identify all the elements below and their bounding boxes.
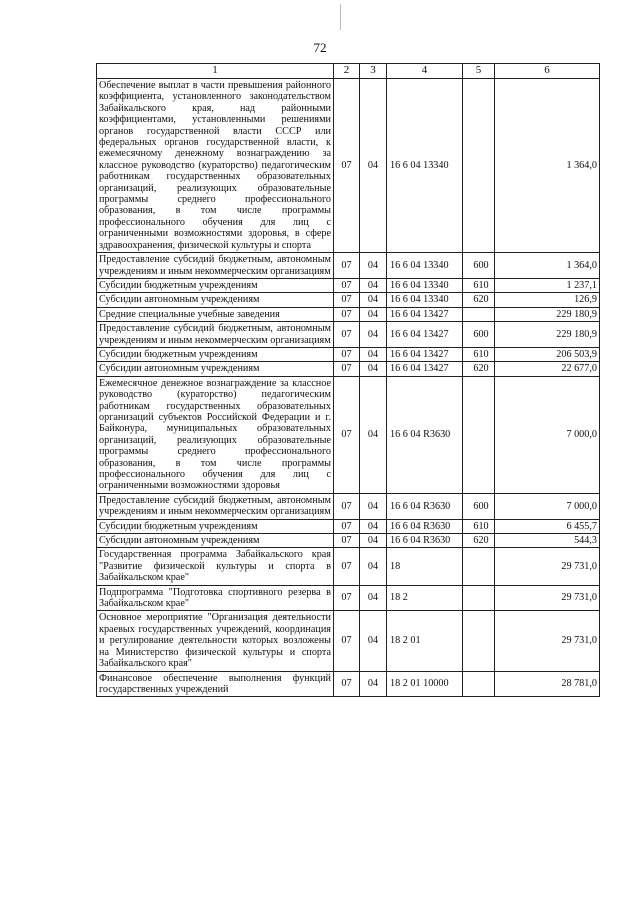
table-row: [97, 347, 600, 361]
row-section-cell: 07: [334, 534, 360, 548]
row-amount-cell: 1 364,0: [495, 79, 600, 253]
table-row: [97, 611, 600, 671]
row-target-article-cell: 16 6 04 R3630: [387, 519, 463, 533]
row-subsection-cell: 04: [360, 79, 387, 253]
table-row: [97, 79, 600, 253]
row-subsection-cell: 04: [360, 611, 387, 671]
page-number: 72: [313, 40, 327, 55]
row-section-cell: 07: [334, 79, 360, 253]
row-name-cell: Предоставление субсидий бюджетным, автономным учреждениям и иным некоммерческим организациям: [97, 493, 334, 519]
row-target-article-cell: 16 6 04 R3630: [387, 376, 463, 493]
row-name-cell: Основное мероприятие "Организация деятельности краевых государственных учреждений, координация и регулирование деятельности которых возложены на Министерство физической культуры и спорта Забайкальского края": [97, 611, 334, 671]
row-target-article-cell: 18 2 01: [387, 611, 463, 671]
table-row: [97, 519, 600, 533]
row-target-article-cell: 16 6 04 13340: [387, 293, 463, 307]
row-amount-cell: 7 000,0: [495, 493, 600, 519]
row-section-cell: 07: [334, 278, 360, 292]
column-header: 1: [97, 64, 334, 79]
row-subsection-cell: 04: [360, 493, 387, 519]
row-subsection-cell: 04: [360, 322, 387, 348]
row-section-cell: 07: [334, 293, 360, 307]
row-subsection-cell: 04: [360, 671, 387, 697]
row-name-cell: Предоставление субсидий бюджетным, автономным учреждениям и иным некоммерческим организациям: [97, 322, 334, 348]
row-subsection-cell: 04: [360, 534, 387, 548]
row-expense-type-cell: 610: [463, 278, 495, 292]
row-target-article-cell: 16 6 04 13340: [387, 278, 463, 292]
row-expense-type-cell: 620: [463, 293, 495, 307]
row-section-cell: 07: [334, 376, 360, 493]
row-amount-cell: 28 781,0: [495, 671, 600, 697]
table-row: [97, 548, 600, 585]
row-section-cell: 07: [334, 322, 360, 348]
budget-table: [96, 63, 600, 697]
row-name-cell: Государственная программа Забайкальского края "Развитие физической культуры и спорта в Забайкальском крае": [97, 548, 334, 585]
table-row: [97, 322, 600, 348]
row-subsection-cell: 04: [360, 307, 387, 321]
table-row: [97, 293, 600, 307]
row-expense-type-cell: [463, 548, 495, 585]
row-target-article-cell: 16 6 04 13427: [387, 322, 463, 348]
row-target-article-cell: 16 6 04 13340: [387, 79, 463, 253]
table-row: [97, 362, 600, 376]
row-name-cell: Субсидии автономным учреждениям: [97, 534, 334, 548]
row-subsection-cell: 04: [360, 253, 387, 279]
row-name-cell: Субсидии бюджетным учреждениям: [97, 347, 334, 361]
row-amount-cell: 7 000,0: [495, 376, 600, 493]
row-amount-cell: 1 364,0: [495, 253, 600, 279]
row-target-article-cell: 16 6 04 13427: [387, 362, 463, 376]
row-amount-cell: 206 503,9: [495, 347, 600, 361]
row-expense-type-cell: 620: [463, 534, 495, 548]
row-expense-type-cell: [463, 79, 495, 253]
column-header: 3: [360, 64, 387, 79]
row-subsection-cell: 04: [360, 585, 387, 611]
row-amount-cell: 29 731,0: [495, 548, 600, 585]
row-expense-type-cell: [463, 585, 495, 611]
row-subsection-cell: 04: [360, 548, 387, 585]
table-body: [97, 79, 600, 697]
row-amount-cell: 1 237,1: [495, 278, 600, 292]
row-name-cell: Субсидии автономным учреждениям: [97, 293, 334, 307]
row-target-article-cell: 18 2: [387, 585, 463, 611]
table-row: [97, 671, 600, 697]
row-name-cell: Субсидии бюджетным учреждениям: [97, 278, 334, 292]
row-amount-cell: 229 180,9: [495, 322, 600, 348]
table-row: [97, 493, 600, 519]
row-expense-type-cell: 610: [463, 347, 495, 361]
row-target-article-cell: 16 6 04 13427: [387, 307, 463, 321]
row-target-article-cell: 16 6 04 13427: [387, 347, 463, 361]
table-row: [97, 253, 600, 279]
row-name-cell: Предоставление субсидий бюджетным, автономным учреждениям и иным некоммерческим организациям: [97, 253, 334, 279]
table-header-row: [97, 64, 600, 79]
row-target-article-cell: 16 6 04 13340: [387, 253, 463, 279]
row-name-cell: Средние специальные учебные заведения: [97, 307, 334, 321]
row-section-cell: 07: [334, 253, 360, 279]
row-expense-type-cell: [463, 611, 495, 671]
table-row: [97, 376, 600, 493]
row-section-cell: 07: [334, 671, 360, 697]
table-row: [97, 534, 600, 548]
row-name-cell: Субсидии автономным учреждениям: [97, 362, 334, 376]
row-name-cell: Подпрограмма "Подготовка спортивного резерва в Забайкальском крае": [97, 585, 334, 611]
row-amount-cell: 126,9: [495, 293, 600, 307]
row-name-cell: Ежемесячное денежное вознаграждение за классное руководство (кураторство) педагогическим работникам государственных образовательных организаций субъектов Российской Федерации и г. Байконура, муниципальных образовательных организаций, реализующих образовательные программы среднего профессионального образования, в том числе программы профессионального обучения для лиц с ограниченными возможностями здоровья: [97, 376, 334, 493]
row-amount-cell: 29 731,0: [495, 585, 600, 611]
column-header: 4: [387, 64, 463, 79]
row-expense-type-cell: 610: [463, 519, 495, 533]
row-subsection-cell: 04: [360, 376, 387, 493]
row-section-cell: 07: [334, 611, 360, 671]
row-amount-cell: 22 677,0: [495, 362, 600, 376]
row-name-cell: Финансовое обеспечение выполнения функций государственных учреждений: [97, 671, 334, 697]
row-section-cell: 07: [334, 585, 360, 611]
table-row: [97, 307, 600, 321]
row-section-cell: 07: [334, 307, 360, 321]
column-header: 5: [463, 64, 495, 79]
row-section-cell: 07: [334, 519, 360, 533]
row-expense-type-cell: [463, 376, 495, 493]
row-expense-type-cell: 600: [463, 493, 495, 519]
row-target-article-cell: 18 2 01 10000: [387, 671, 463, 697]
row-section-cell: 07: [334, 493, 360, 519]
row-target-article-cell: 16 6 04 R3630: [387, 493, 463, 519]
row-subsection-cell: 04: [360, 362, 387, 376]
row-expense-type-cell: [463, 671, 495, 697]
table-row: [97, 585, 600, 611]
row-name-cell: Субсидии бюджетным учреждениям: [97, 519, 334, 533]
row-target-article-cell: 16 6 04 R3630: [387, 534, 463, 548]
row-subsection-cell: 04: [360, 347, 387, 361]
row-amount-cell: 544,3: [495, 534, 600, 548]
column-header: 6: [495, 64, 600, 79]
scan-artifact-line: [340, 4, 341, 30]
row-subsection-cell: 04: [360, 519, 387, 533]
row-section-cell: 07: [334, 347, 360, 361]
row-subsection-cell: 04: [360, 278, 387, 292]
table-row: [97, 278, 600, 292]
row-name-cell: Обеспечение выплат в части превышения районного коэффициента, установленного законодательством Забайкальского края, над районными коэффициентами, установленными решениями органов государственной власти СССР или федеральных органов государственной власти, к ежемесячному денежному вознаграждению за классное руководство (кураторство) педагогическим работникам государственных образовательных организаций, реализующих образовательные программы среднего профессионального образования, в том числе программы профессионального обучения для лиц с ограниченными возможностями здоровья, в сфере здравоохранения, физической культуры и спорта: [97, 79, 334, 253]
row-section-cell: 07: [334, 362, 360, 376]
row-target-article-cell: 18: [387, 548, 463, 585]
row-amount-cell: 229 180,9: [495, 307, 600, 321]
row-amount-cell: 6 455,7: [495, 519, 600, 533]
row-expense-type-cell: 600: [463, 253, 495, 279]
row-section-cell: 07: [334, 548, 360, 585]
row-expense-type-cell: 620: [463, 362, 495, 376]
row-amount-cell: 29 731,0: [495, 611, 600, 671]
row-expense-type-cell: [463, 307, 495, 321]
row-subsection-cell: 04: [360, 293, 387, 307]
column-header: 2: [334, 64, 360, 79]
row-expense-type-cell: 600: [463, 322, 495, 348]
